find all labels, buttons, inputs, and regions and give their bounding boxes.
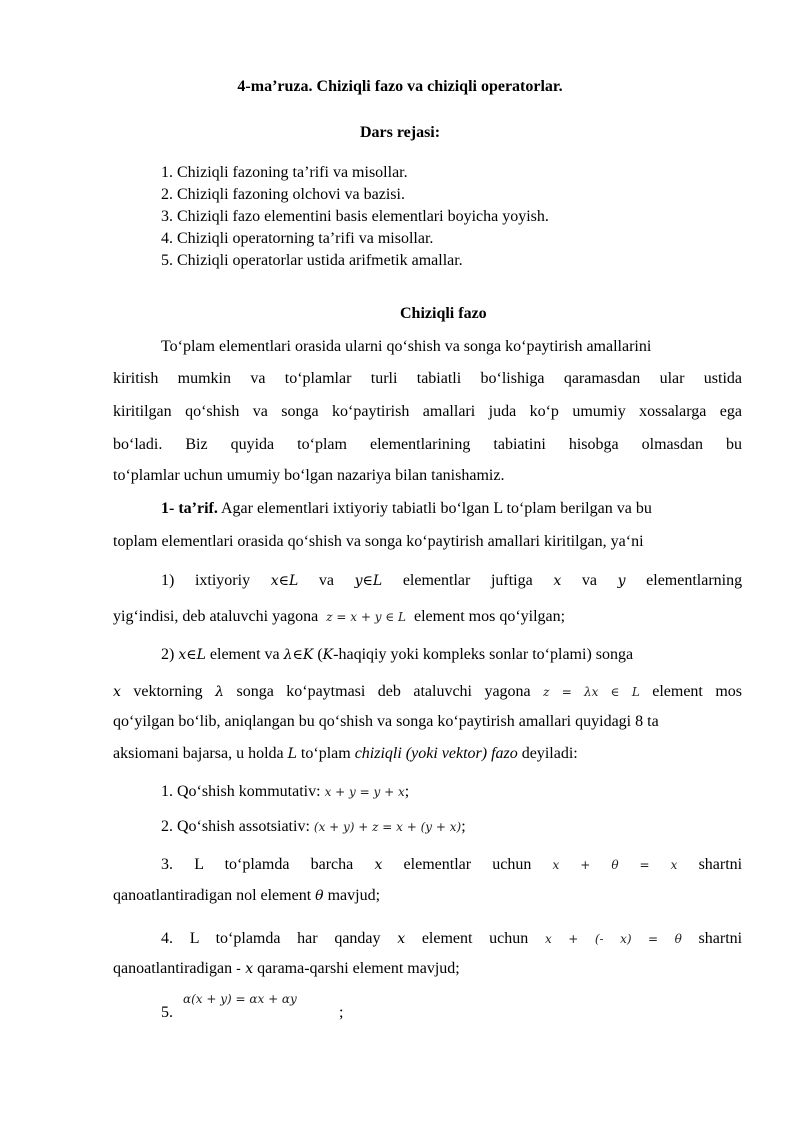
term-linear-space: chiziqli (yoki vektor) fazo: [354, 745, 518, 762]
text: to‘plamda: [224, 856, 290, 873]
condition-1-line: [113, 608, 565, 626]
text: 3.: [161, 856, 173, 873]
text: to‘plam: [300, 745, 351, 762]
definition-text: Agar elementlari ixtiyoriy tabiatli bo‘lgan L to‘plam berilgan va bu: [220, 500, 652, 517]
text: elementlarning: [646, 572, 743, 589]
math-K: K: [322, 647, 334, 663]
plan-item: 5. Chiziqli operatorlar ustida arifmetik amallar.: [161, 252, 463, 269]
intro-line: kiritish mumkin va to‘plamlar turli tabiatli bo‘lishiga qaramasdan ular ustida: [113, 370, 742, 387]
text: -haqiqiy yoki kompleks sonlar to‘plami) songa: [333, 646, 634, 663]
math-product-formula: z = λx ∈ L: [543, 685, 640, 699]
text: va: [318, 572, 334, 589]
text: va: [581, 572, 597, 589]
text: L: [189, 930, 199, 947]
condition-2-line: qo‘yilgan bo‘lib, aniqlangan bu qo‘shish va songa ko‘paytirish amallari quyidagi 8 ta: [113, 713, 659, 730]
axiom-4-line: [113, 960, 460, 978]
text: to‘plamda: [215, 930, 281, 947]
plan-item: 3. Chiziqli fazo elementini basis elementlari boyicha yoyish.: [161, 208, 549, 225]
text: ataluvchi: [413, 683, 472, 700]
text: uchun: [492, 856, 532, 873]
math-theta: θ: [315, 888, 324, 904]
plan-item: 4. Chiziqli operatorning ta’rifi va misollar.: [161, 230, 434, 247]
math-zero-element: x + θ = x: [552, 858, 678, 872]
text: qanoatlantiradigan nol element: [113, 887, 312, 904]
text: 2. Qo‘shish assotsiativ:: [161, 818, 310, 835]
math-lambda-in-K: λ∈K: [283, 647, 314, 663]
text: ;: [404, 783, 410, 800]
text: yagona: [484, 683, 531, 700]
text: element mos qo‘yilgan;: [414, 608, 566, 625]
lecture-title: 4-ma’ruza. Chiziqli fazo va chiziqli operatorlar.: [237, 78, 563, 95]
condition-2-line: [113, 745, 578, 763]
math-x-in-L: x∈L: [270, 573, 299, 589]
text: element: [421, 930, 473, 947]
intro-line: To‘plam elementlari orasida ularni qo‘shish va songa ko‘paytirish amallarini: [161, 338, 652, 355]
text: (: [317, 646, 323, 663]
math-commutativity: x + y = y + x: [324, 785, 405, 799]
text: qanoatlantiradigan: [113, 960, 233, 977]
math-y: y: [617, 573, 626, 589]
condition-2-line: [161, 646, 633, 664]
math-opposite-element: x + (- x) = θ: [544, 932, 682, 946]
axiom-1: [161, 783, 409, 801]
intro-line: bo‘ladi. Biz quyida to‘plam elementlarining tabiatini hisobga olmasdan bu: [113, 436, 742, 453]
axiom-5-end: ;: [339, 1004, 344, 1021]
math-x: x: [553, 573, 562, 589]
text: L: [194, 856, 204, 873]
intro-line: kiritilgan qo‘shish va songa ko‘paytirish amallari juda ko‘p umumiy xossalarga ega: [113, 403, 742, 420]
math-sum-formula: z = x + y ∈ L: [326, 610, 406, 624]
text: ;: [461, 818, 466, 835]
math-x-in-L: x∈L: [178, 647, 206, 663]
condition-1-line: [161, 564, 742, 598]
text: har: [297, 930, 318, 947]
text: ixtiyoriy: [194, 572, 251, 589]
text: element va: [209, 646, 280, 663]
plan-item: 1. Chiziqli fazoning ta’rifi va misollar.: [161, 164, 408, 181]
plan-title: Dars rejasi:: [359, 124, 441, 141]
text: aksiomani bajarsa, u holda: [113, 745, 284, 762]
math-y-in-L: y∈L: [354, 573, 383, 589]
math-associativity: (x + y) + z = x + (y + x): [313, 820, 462, 834]
text: element: [652, 683, 703, 700]
text: deyiladi:: [521, 745, 578, 762]
text: shartni: [698, 930, 743, 947]
text: 4.: [161, 930, 173, 947]
math-distributivity: α(x + y) = αx + αy: [183, 992, 297, 1006]
text: mos: [715, 683, 742, 700]
text: qarama-qarshi element mavjud;: [257, 960, 460, 977]
section-title: Chiziqli fazo: [400, 305, 487, 322]
condition-2-line: [113, 675, 742, 709]
text: ko‘paytmasi: [286, 683, 366, 700]
text: 1): [161, 572, 175, 589]
plan-item: 2. Chiziqli fazoning olchovi va bazisi.: [161, 186, 405, 203]
axiom-2: [161, 818, 466, 836]
text: elementlar: [403, 856, 472, 873]
intro-line: to‘plamlar uchun umumiy bo‘lgan nazariya bilan tanishamiz.: [113, 467, 505, 484]
text: songa: [236, 683, 274, 700]
math-lambda: λ: [215, 684, 225, 700]
text: elementlar: [402, 572, 471, 589]
axiom-4: [161, 922, 742, 956]
axiom-3-line: [113, 887, 380, 905]
axiom-5-number: 5.: [161, 1004, 173, 1021]
math-x: x: [397, 931, 406, 947]
axiom-3: [161, 848, 742, 882]
text: vektorning: [133, 683, 203, 700]
text: juftiga: [490, 572, 533, 589]
text: 2): [161, 646, 175, 663]
math-L: L: [287, 746, 297, 762]
text: shartni: [698, 856, 743, 873]
text: barcha: [310, 856, 354, 873]
definition-line: [161, 500, 652, 518]
math-x: x: [113, 684, 121, 700]
text: 1. Qo‘shish kommutativ:: [161, 783, 321, 800]
text: deb: [377, 683, 401, 700]
math-minus-x: - x: [236, 961, 254, 977]
text: mavjud;: [327, 887, 381, 904]
text: uchun: [489, 930, 529, 947]
definition-line: toplam elementlari orasida qo‘shish va songa ko‘paytirish amallari kiritilgan, ya‘ni: [113, 533, 644, 550]
text: yig‘indisi, deb ataluvchi yagona: [113, 608, 319, 625]
definition-label: 1- ta’rif.: [161, 500, 218, 517]
math-x: x: [374, 857, 383, 873]
text: qanday: [334, 930, 381, 947]
